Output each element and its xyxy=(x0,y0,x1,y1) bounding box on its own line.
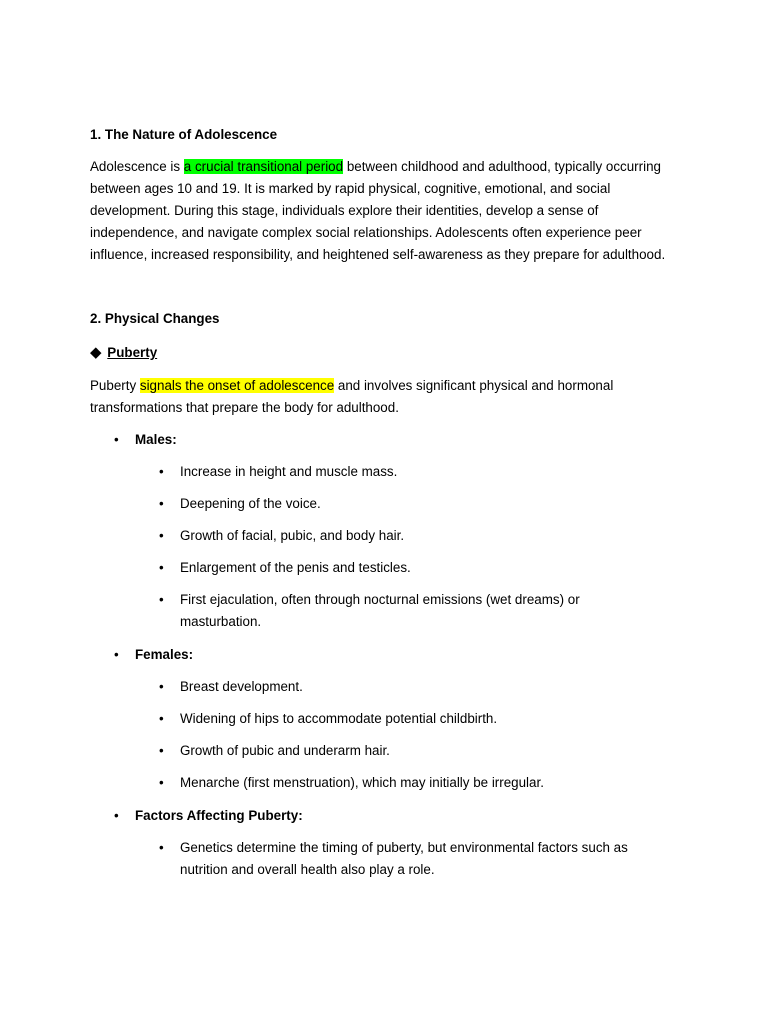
highlighted-text-yellow: signals the onset of adolescence xyxy=(139,378,335,393)
list-item-factors xyxy=(90,805,680,827)
list-item xyxy=(90,676,680,698)
bullet-icon: • xyxy=(159,464,164,479)
list-item-females xyxy=(90,644,680,666)
diamond-icon: ◆ xyxy=(90,344,102,361)
document-page xyxy=(90,124,680,881)
paragraph-nature xyxy=(90,156,680,266)
bullet-icon: • xyxy=(159,679,164,694)
list-item xyxy=(90,837,680,881)
list-text: Increase in height and muscle mass. xyxy=(180,464,398,479)
list-item xyxy=(90,557,680,579)
subheading-label: Puberty xyxy=(107,345,158,360)
bullet-icon: • xyxy=(159,496,164,511)
list-item xyxy=(90,493,680,515)
list-label: Males: xyxy=(135,432,177,447)
list-item xyxy=(90,589,680,633)
list-text: Growth of pubic and underarm hair. xyxy=(180,743,390,758)
list-item xyxy=(90,461,680,483)
list-item xyxy=(90,708,680,730)
paragraph-text: Puberty xyxy=(90,378,140,393)
list-item xyxy=(90,740,680,762)
list-item-males xyxy=(90,429,680,451)
list-item xyxy=(90,772,680,794)
bullet-icon: • xyxy=(159,840,164,855)
bullet-icon: • xyxy=(159,528,164,543)
list-text: Genetics determine the timing of puberty, but environmental factors such as nutrition and overall health also play a role. xyxy=(180,840,628,877)
bullet-icon: • xyxy=(114,808,119,823)
list-text: Breast development. xyxy=(180,679,303,694)
bullet-icon: • xyxy=(159,743,164,758)
paragraph-text: and involves significant physical and hormonal transformations that prepare the body for adulthood. xyxy=(90,378,614,415)
bullet-icon: • xyxy=(114,432,119,447)
list-label: Females: xyxy=(135,647,194,662)
bullet-icon: • xyxy=(159,711,164,726)
bullet-icon: • xyxy=(159,560,164,575)
bullet-icon: • xyxy=(159,592,164,607)
bullet-icon: • xyxy=(114,647,119,662)
section-heading-physical: 2. Physical Changes xyxy=(90,311,220,326)
subheading-puberty xyxy=(90,342,680,364)
paragraph-text: between childhood and adulthood, typically occurring between ages 10 and 19. It is marked by rapid physical, cognitive, emotional, and social development. During this stage, individuals explore their identities, develop a sense of independence, and navigate complex social relationships. Adolescents often experience peer influence, increased responsibility, and heightened self-awareness as they prepare for adulthood. xyxy=(90,159,666,262)
list-label: Factors Affecting Puberty: xyxy=(135,808,303,823)
section-heading-nature: 1. The Nature of Adolescence xyxy=(90,127,278,142)
paragraph-puberty xyxy=(90,375,680,419)
paragraph-text: Adolescence is xyxy=(90,159,184,174)
bullet-icon: • xyxy=(159,775,164,790)
list-text: Growth of facial, pubic, and body hair. xyxy=(180,528,405,543)
list-text: Menarche (first menstruation), which may initially be irregular. xyxy=(180,775,544,790)
list-text: Widening of hips to accommodate potential childbirth. xyxy=(180,711,498,726)
puberty-list xyxy=(90,429,680,881)
list-text: Enlargement of the penis and testicles. xyxy=(180,560,411,575)
list-text: First ejaculation, often through nocturnal emissions (wet dreams) or masturbation. xyxy=(180,592,580,629)
list-text: Deepening of the voice. xyxy=(180,496,321,511)
list-item xyxy=(90,525,680,547)
highlighted-text-green: a crucial transitional period xyxy=(183,159,344,174)
